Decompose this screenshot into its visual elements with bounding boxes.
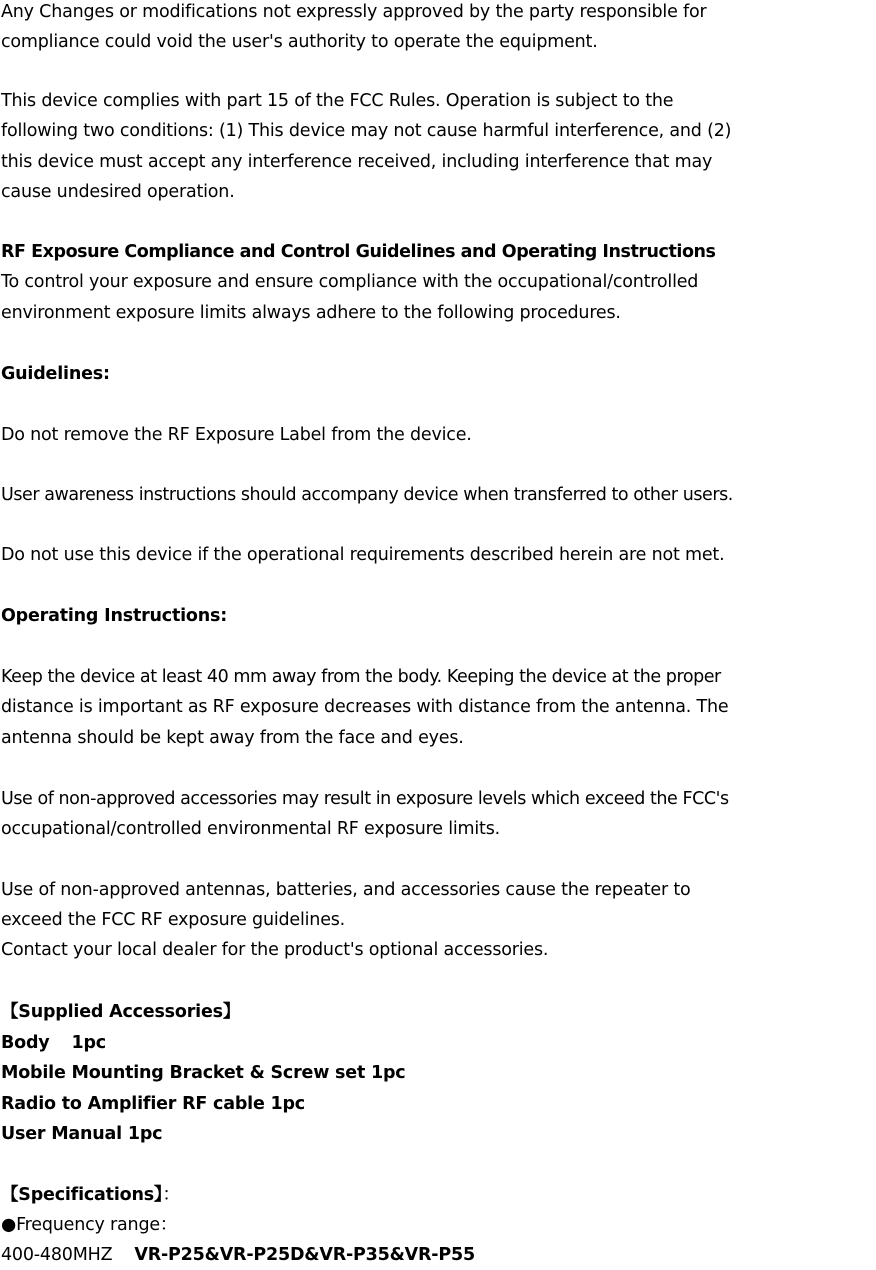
operating-para2-line-2: occupational/controlled environmental RF exposure limits. (1, 819, 500, 839)
accessories-heading: 【Supplied Accessories】 (1, 1002, 241, 1022)
accessory-body-line (1, 1028, 106, 1058)
operating-heading: Operating Instructions: (1, 606, 228, 626)
rf-intro-line-1: To control your exposure and ensure compliance with the occupational/controlled (1, 272, 699, 292)
operating-para1-line-2: distance is important as RF exposure decreases with distance from the antenna. The (1, 697, 729, 717)
accessory-item: Radio to Amplifier RF cable 1pc (1, 1094, 305, 1114)
guidelines-heading: Guidelines: (1, 364, 110, 384)
frequency-range-label: ●Frequency range： (1, 1215, 178, 1235)
guideline-item: User awareness instructions should accompany device when transferred to other users. (1, 485, 733, 505)
guideline-item: Do not remove the RF Exposure Label from the device. (1, 425, 472, 445)
operating-para3-line-2: exceed the FCC RF exposure guidelines. (1, 910, 346, 930)
accessory-body-name: Body (1, 1033, 50, 1053)
accessory-item: User Manual 1pc (1, 1124, 163, 1144)
fcc-statement-line-3: this device must accept any interference received, including interference that may (1, 152, 713, 172)
operating-para3-line-1: Use of non-approved antennas, batteries, and accessories cause the repeater to (1, 880, 691, 900)
rf-section-heading: RF Exposure Compliance and Control Guidelines and Operating Instructions (1, 242, 716, 262)
compliance-warning-line-1: Any Changes or modifications not expressly approved by the party responsible for (1, 2, 707, 22)
model-list: VR-P25&VR-P25D&VR-P35&VR-P55 (134, 1245, 475, 1265)
fcc-statement-line-2: following two conditions: (1) This device may not cause harmful interference, and (2) (1, 121, 732, 141)
operating-para2-line-1: Use of non-approved accessories may result in exposure levels which exceed the FCC's (1, 789, 729, 809)
accessory-item: Mobile Mounting Bracket & Screw set 1pc (1, 1063, 406, 1083)
frequency-range-line (1, 1240, 475, 1270)
specifications-heading: 【Specifications】 (1, 1185, 163, 1205)
operating-para1-line-1: Keep the device at least 40 mm away from the body. Keeping the device at the proper (1, 667, 721, 687)
rf-intro-line-2: environment exposure limits always adhere to the following procedures. (1, 303, 621, 323)
frequency-value: 400-480MHZ (1, 1245, 113, 1265)
specifications-heading-line (1, 1180, 180, 1210)
accessory-body-qty: 1pc (71, 1033, 106, 1053)
fcc-statement-line-1: This device complies with part 15 of the FCC Rules. Operation is subject to the (1, 91, 674, 111)
fcc-statement-line-4: cause undesired operation. (1, 182, 235, 202)
operating-para1-line-3: antenna should be kept away from the face and eyes. (1, 728, 464, 748)
compliance-warning-line-2: compliance could void the user's authority to operate the equipment. (1, 32, 598, 52)
operating-para3-line-3: Contact your local dealer for the product's optional accessories. (1, 940, 549, 960)
guideline-item: Do not use this device if the operational requirements described herein are not met. (1, 545, 725, 565)
specifications-heading-suffix: ： (162, 1185, 180, 1205)
